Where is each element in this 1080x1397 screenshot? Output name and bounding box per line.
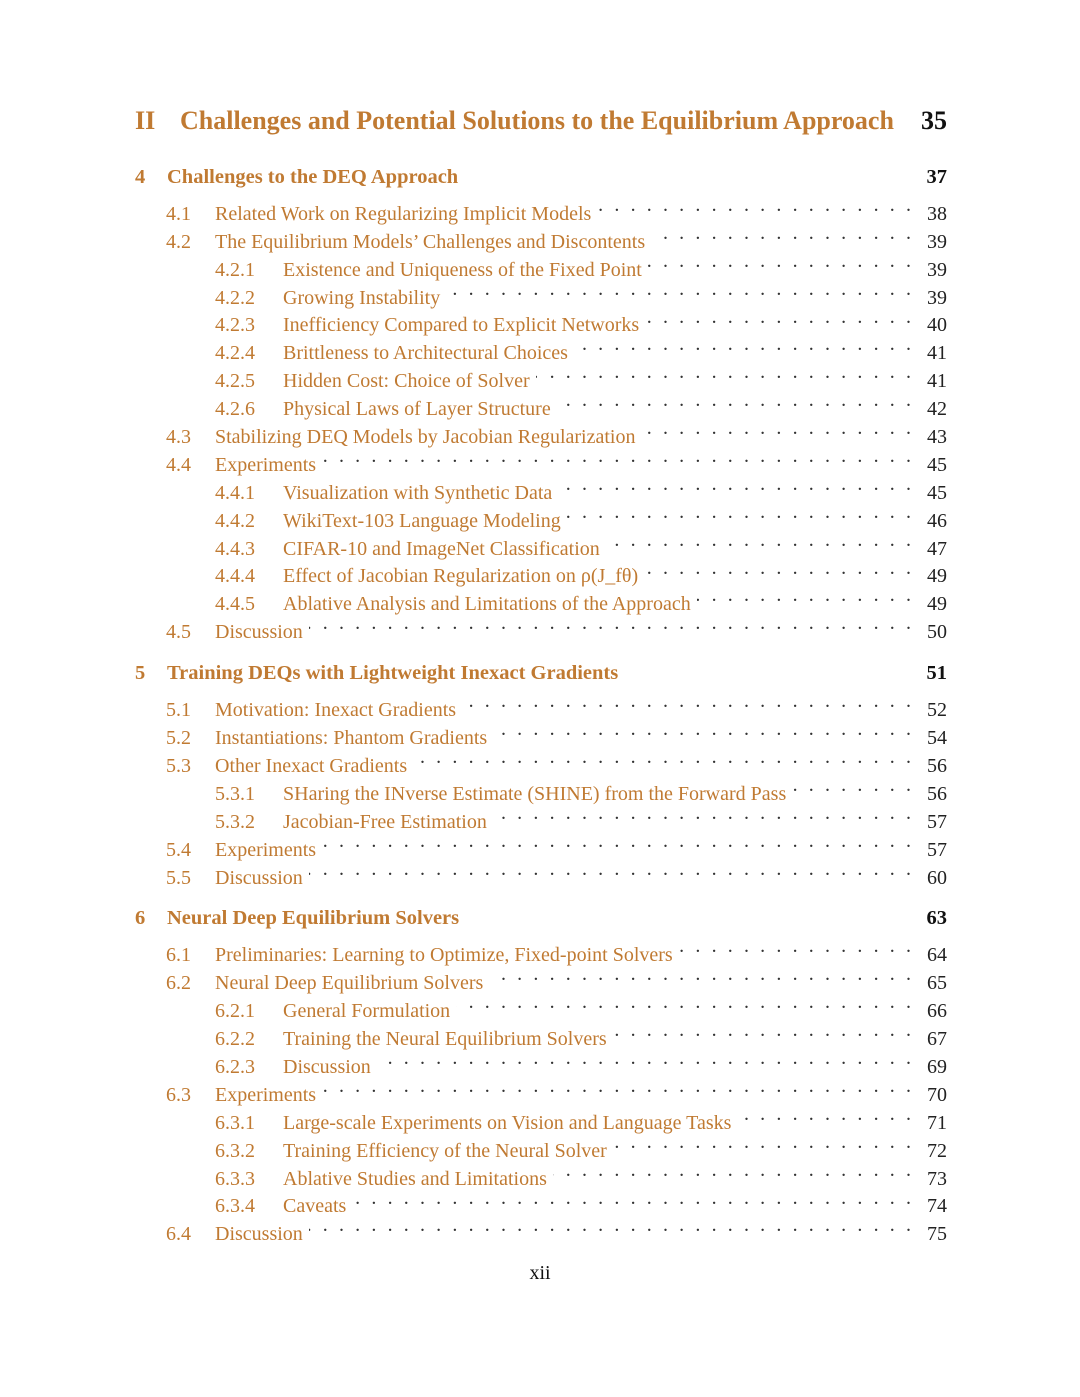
entry-title[interactable]: WikiText-103 Language Modeling — [283, 509, 561, 532]
entry-title[interactable]: Growing Instability — [283, 286, 441, 309]
dot-leader — [641, 415, 911, 443]
part-number: II — [135, 106, 156, 135]
entry-title[interactable]: Instantiations: Phantom Gradients — [215, 727, 488, 750]
dot-leader — [574, 331, 911, 359]
entry-number: 4.5 — [166, 621, 191, 644]
entry-title[interactable]: Existence and Uniqueness of the Fixed Point — [283, 258, 642, 281]
entry-page: 57 — [927, 810, 947, 833]
chapter-number: 4 — [135, 166, 146, 188]
dot-leader — [613, 1129, 911, 1157]
entry-number: 6.1 — [166, 944, 191, 967]
entry-number: 4.4.1 — [215, 481, 255, 504]
entry-title[interactable]: Experiments — [215, 1083, 317, 1106]
entry-title[interactable]: Experiments — [215, 838, 317, 861]
dot-leader — [613, 1017, 911, 1045]
dot-leader — [697, 582, 911, 610]
entry-page: 47 — [927, 537, 947, 560]
dot-leader — [557, 387, 911, 415]
dot-leader — [352, 1185, 911, 1213]
dot-leader — [792, 772, 911, 800]
chapter-title[interactable]: Neural Deep Equilibrium Solvers — [167, 907, 460, 930]
table-of-contents — [135, 162, 947, 1246]
entry-title[interactable]: Physical Laws of Layer Structure — [283, 398, 551, 421]
entry-number: 6.3.1 — [215, 1111, 255, 1134]
entry-title[interactable]: Discussion — [283, 1055, 371, 1078]
entry-number: 4.2.2 — [215, 286, 255, 309]
dot-leader — [377, 1045, 911, 1073]
dot-leader — [493, 800, 911, 828]
entry-number: 6.2.1 — [215, 1000, 255, 1023]
chapter-page: 37 — [926, 166, 947, 188]
entry-number: 4.2.3 — [215, 314, 255, 337]
entry-number: 6.3 — [166, 1083, 191, 1106]
entry-page: 67 — [927, 1028, 947, 1051]
entry-page: 49 — [927, 565, 947, 588]
entry-page: 49 — [927, 593, 947, 616]
dot-leader — [553, 1157, 911, 1185]
entry-page: 45 — [927, 481, 947, 504]
page-number-footer: xii — [529, 1262, 551, 1284]
entry-page: 57 — [927, 838, 947, 861]
entry-page: 66 — [927, 1000, 947, 1023]
entry-title[interactable]: Other Inexact Gradients — [215, 754, 408, 777]
dot-leader — [309, 1212, 911, 1240]
entry-number: 6.3.4 — [215, 1195, 255, 1218]
entry-page: 40 — [927, 314, 947, 337]
chapter-entry[interactable] — [135, 162, 947, 192]
chapter-number: 5 — [135, 662, 146, 685]
entry-number: 6.3.3 — [215, 1167, 255, 1190]
entry-page: 39 — [927, 230, 947, 253]
entry-page: 70 — [927, 1083, 947, 1106]
entry-page: 65 — [927, 972, 947, 995]
entry-title[interactable]: Related Work on Regularizing Implicit Models — [215, 202, 592, 225]
dot-leader — [648, 248, 911, 276]
entry-page: 64 — [927, 944, 947, 967]
entry-title[interactable]: Training the Neural Equilibrium Solvers — [283, 1028, 607, 1051]
entry-title[interactable]: General Formulation — [283, 1000, 451, 1023]
section-entry[interactable] — [135, 933, 947, 967]
entry-number: 4.2.4 — [215, 342, 255, 365]
entry-number: 6.3.2 — [215, 1139, 255, 1162]
entry-page: 74 — [927, 1195, 947, 1218]
entry-number: 5.1 — [166, 699, 191, 722]
entry-title[interactable]: Discussion — [215, 1223, 303, 1246]
entry-title[interactable]: Training Efficiency of the Neural Solver — [283, 1139, 607, 1162]
entry-page: 56 — [927, 782, 947, 805]
entry-number: 4.2 — [166, 230, 191, 253]
dot-leader — [322, 443, 911, 471]
dot-leader — [309, 610, 911, 638]
entry-number: 4.2.6 — [215, 398, 255, 421]
dot-leader — [493, 716, 911, 744]
entry-number: 4.4.4 — [215, 565, 255, 588]
chapter-entry[interactable] — [135, 658, 947, 688]
part-heading[interactable] — [135, 106, 947, 142]
entry-title[interactable]: SHaring the INverse Estimate (SHINE) from the Forward Pass — [283, 782, 787, 805]
dot-leader — [597, 192, 911, 220]
dot-leader — [558, 471, 911, 499]
dot-leader — [567, 499, 911, 527]
entry-number: 5.2 — [166, 727, 191, 750]
entry-number: 5.3.1 — [215, 782, 255, 805]
entry-title[interactable]: Large-scale Experiments on Vision and Language Tasks — [283, 1111, 732, 1134]
entry-page: 75 — [927, 1223, 947, 1246]
entry-page: 73 — [927, 1167, 947, 1190]
entry-title[interactable]: Discussion — [215, 621, 303, 644]
entry-number: 6.2.3 — [215, 1055, 255, 1078]
entry-page: 71 — [927, 1111, 947, 1134]
dot-leader — [651, 220, 911, 248]
part-title[interactable]: Challenges and Potential Solutions to the Equilibrium Approach — [180, 106, 894, 135]
chapter-page: 63 — [926, 907, 947, 930]
entry-number: 5.5 — [166, 866, 191, 889]
entry-page: 39 — [927, 258, 947, 281]
entry-page: 45 — [927, 453, 947, 476]
entry-page: 42 — [927, 398, 947, 421]
entry-title[interactable]: Caveats — [283, 1195, 347, 1218]
entry-title[interactable]: Brittleness to Architectural Choices — [283, 342, 568, 365]
chapter-page: 51 — [926, 662, 947, 685]
entry-page: 56 — [927, 754, 947, 777]
entry-number: 6.2 — [166, 972, 191, 995]
entry-page: 60 — [927, 866, 947, 889]
entry-number: 5.4 — [166, 838, 191, 861]
dot-leader — [645, 304, 911, 332]
entry-title[interactable]: Hidden Cost: Choice of Solver — [283, 370, 530, 393]
dot-leader — [536, 359, 911, 387]
entry-page: 72 — [927, 1139, 947, 1162]
dot-leader — [679, 933, 911, 961]
entry-number: 4.4.5 — [215, 593, 255, 616]
dot-leader — [456, 989, 911, 1017]
entry-number: 4.2.5 — [215, 370, 255, 393]
entry-title[interactable]: Preliminaries: Learning to Optimize, Fixed-point Solvers — [215, 944, 673, 967]
entry-page: 69 — [927, 1055, 947, 1078]
chapter-title[interactable]: Training DEQs with Lightweight Inexact Gradients — [167, 662, 619, 685]
entry-number: 4.4.3 — [215, 537, 255, 560]
dot-leader — [644, 555, 911, 583]
entry-number: 4.2.1 — [215, 258, 255, 281]
entry-page: 46 — [927, 509, 947, 532]
entry-page: 54 — [927, 727, 947, 750]
dot-leader — [322, 828, 911, 856]
entry-number: 6.2.2 — [215, 1028, 255, 1051]
dot-leader — [462, 688, 911, 716]
chapter-number: 6 — [135, 907, 146, 930]
entry-page: 43 — [927, 426, 947, 449]
dot-leader — [413, 744, 911, 772]
dot-leader — [606, 527, 911, 555]
dot-leader — [309, 856, 911, 884]
entry-title[interactable]: Jacobian-Free Estimation — [283, 810, 487, 833]
entry-title[interactable]: Ablative Studies and Limitations — [283, 1167, 547, 1190]
entry-title[interactable]: Effect of Jacobian Regularization on ρ(J_fθ) — [283, 565, 639, 588]
entry-number: 5.3.2 — [215, 810, 255, 833]
dot-leader — [322, 1073, 911, 1101]
entry-page: 38 — [927, 202, 947, 225]
entry-number: 4.4 — [166, 453, 191, 476]
chapter-title[interactable]: Challenges to the DEQ Approach — [167, 166, 459, 188]
part-page: 35 — [921, 106, 947, 135]
entry-number: 4.4.2 — [215, 509, 255, 532]
entry-title[interactable]: Motivation: Inexact Gradients — [215, 699, 457, 722]
entry-title[interactable]: Discussion — [215, 866, 303, 889]
section-entry[interactable] — [135, 688, 947, 722]
dot-leader — [489, 961, 911, 989]
entry-page: 50 — [927, 621, 947, 644]
chapter-entry[interactable] — [135, 903, 947, 933]
entry-page: 41 — [927, 342, 947, 365]
entry-page: 52 — [927, 699, 947, 722]
entry-title[interactable]: Stabilizing DEQ Models by Jacobian Regularization — [215, 426, 636, 449]
entry-page: 39 — [927, 286, 947, 309]
entry-title[interactable]: Visualization with Synthetic Data — [283, 481, 553, 504]
entry-page: 41 — [927, 370, 947, 393]
entry-title[interactable]: Ablative Analysis and Limitations of the Approach — [283, 593, 691, 616]
entry-title[interactable]: The Equilibrium Models’ Challenges and Discontents — [215, 230, 646, 253]
dot-leader — [737, 1101, 911, 1129]
entry-title[interactable]: Experiments — [215, 453, 317, 476]
dot-leader — [446, 276, 911, 304]
entry-number: 4.1 — [166, 202, 191, 225]
entry-number: 6.4 — [166, 1223, 191, 1246]
entry-title[interactable]: CIFAR-10 and ImageNet Classification — [283, 537, 600, 560]
section-entry[interactable] — [135, 192, 947, 225]
entry-title[interactable]: Neural Deep Equilibrium Solvers — [215, 972, 484, 995]
entry-title[interactable]: Inefficiency Compared to Explicit Networks — [283, 314, 640, 337]
entry-number: 4.3 — [166, 426, 191, 449]
entry-number: 5.3 — [166, 754, 191, 777]
